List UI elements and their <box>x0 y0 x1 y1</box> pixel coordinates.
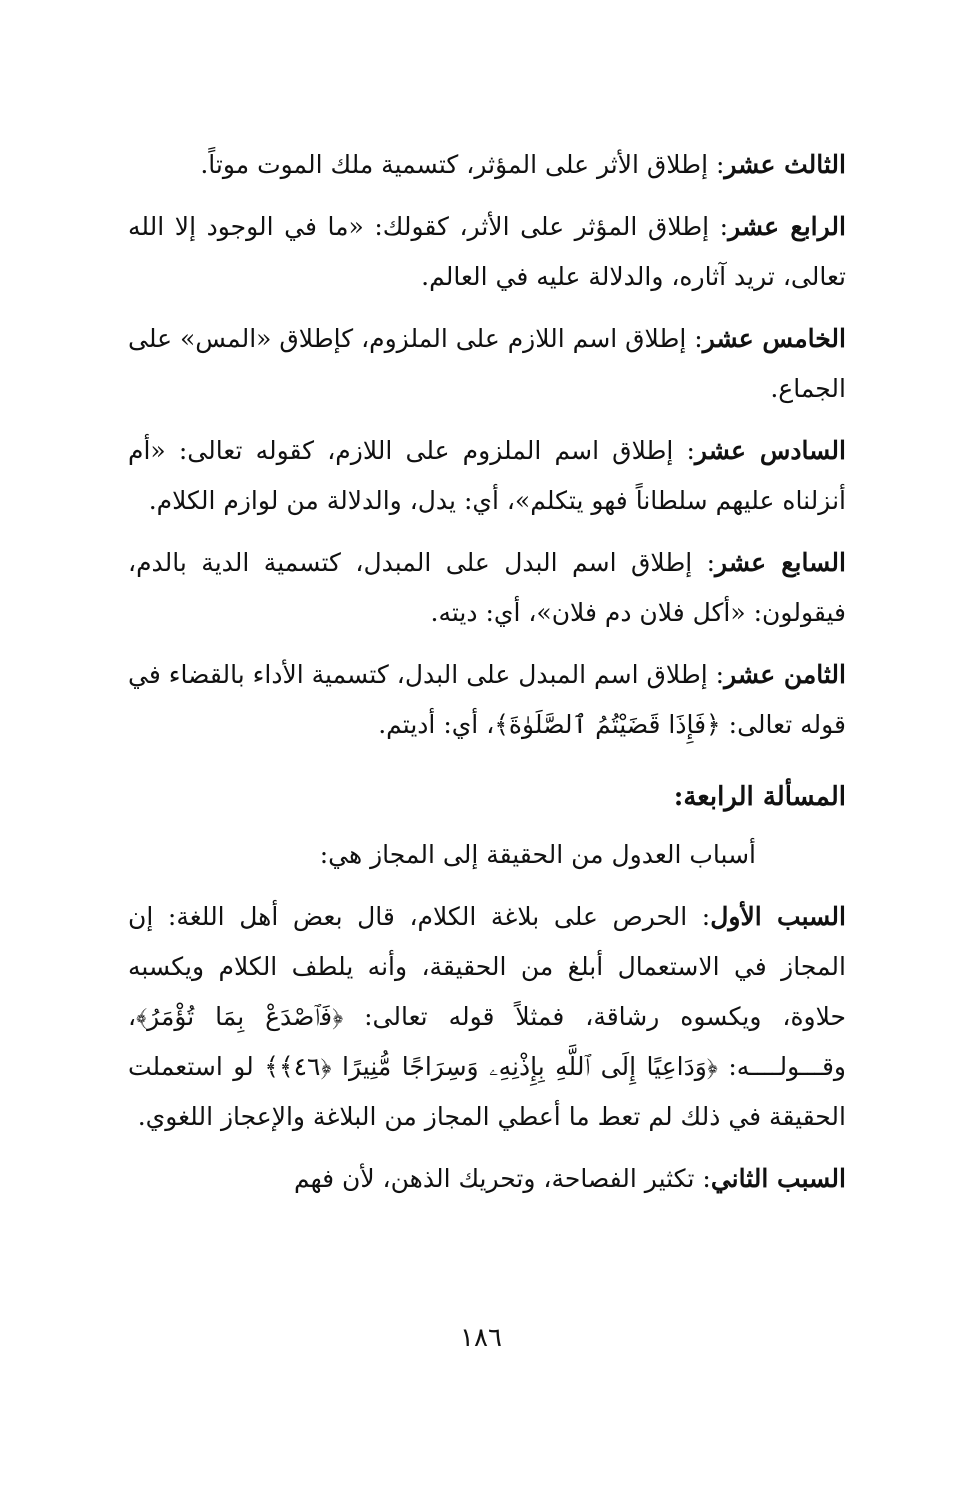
term-label: الثالث عشر <box>724 150 846 179</box>
term-label: السادس عشر <box>694 436 846 465</box>
term-label: السبب الثاني <box>710 1164 846 1193</box>
paragraph-17th <box>128 538 846 638</box>
term-label: السابع عشر <box>715 548 846 577</box>
paragraph-18th <box>128 650 846 750</box>
paragraph-text: : إطلاق الأثر على المؤثر، كتسمية ملك الموت موتاً. <box>200 150 725 179</box>
paragraph-text: : إطلاق اسم اللازم على الملزوم، كإطلاق «المس» على الجماع. <box>127 324 846 403</box>
term-label: الثامن عشر <box>724 660 846 689</box>
paragraph-15th <box>128 314 846 414</box>
reason-first <box>128 892 846 1142</box>
page-number: ١٨٦ <box>460 1323 502 1353</box>
reason-second <box>128 1154 846 1204</box>
paragraph-text: : إطلاق اسم البدل على المبدل، كتسمية الدية بالدم، فيقولون: «أكل فلان دم فلان»، أي: ديته. <box>128 548 846 627</box>
term-label: السبب الأول <box>710 902 846 931</box>
page-body <box>128 140 846 1216</box>
paragraph-text: : الحرص على بلاغة الكلام، قال بعض أهل اللغة: إن المجاز في الاستعمال أبلغ من الحقيقة، وأنه يلطف الكلام ويكسبه حلاوة، ويكسوه رشاقة، فمثلاً قوله تعالى: ﴿فَٱصْدَعْ بِمَا تُؤْمَرُ﴾، وقـــولــــه: ﴿وَدَاعِيًا إِلَى ٱللَّهِ بِإِذْنِهِۦ وَسِرَاجًا مُّنِيرًا ﴿٤٦﴾﴾ لو استعملت الحقيقة في ذلك لم تعط ما أعطي المجاز من البلاغة والإعجاز اللغوي. <box>128 902 847 1131</box>
paragraph-text: : إطلاق اسم المبدل على البدل، كتسمية الأداء بالقضاء في قوله تعالى: ﴿فَإِذَا قَضَيْتُمُ ٱلصَّلَوٰةَ﴾، أي: أديتم. <box>128 660 846 739</box>
paragraph-14th <box>128 202 846 302</box>
paragraph-13th <box>128 140 846 190</box>
paragraph-16th <box>128 426 846 526</box>
term-label: الخامس عشر <box>702 324 846 353</box>
term-label: الرابع عشر <box>728 212 846 241</box>
intro-line: أسباب العدول من الحقيقة إلى المجاز هي: <box>319 840 756 869</box>
paragraph-text: : إطلاق المؤثر على الأثر، كقولك: «ما في الوجود إلا الله تعالى، تريد آثاره، والدلالة عليه في العالم. <box>128 212 846 291</box>
paragraph-text: : تكثير الفصاحة، وتحريك الذهن، لأن فهم <box>293 1164 711 1193</box>
paragraph-text: : إطلاق اسم الملزوم على اللازم، كقوله تعالى: «أم أنزلناه عليهم سلطاناً فهو يتكلم»، أي: يدل، والدلالة من لوازم الكلام. <box>128 436 846 515</box>
section-heading: المسألة الرابعة: <box>673 782 846 812</box>
